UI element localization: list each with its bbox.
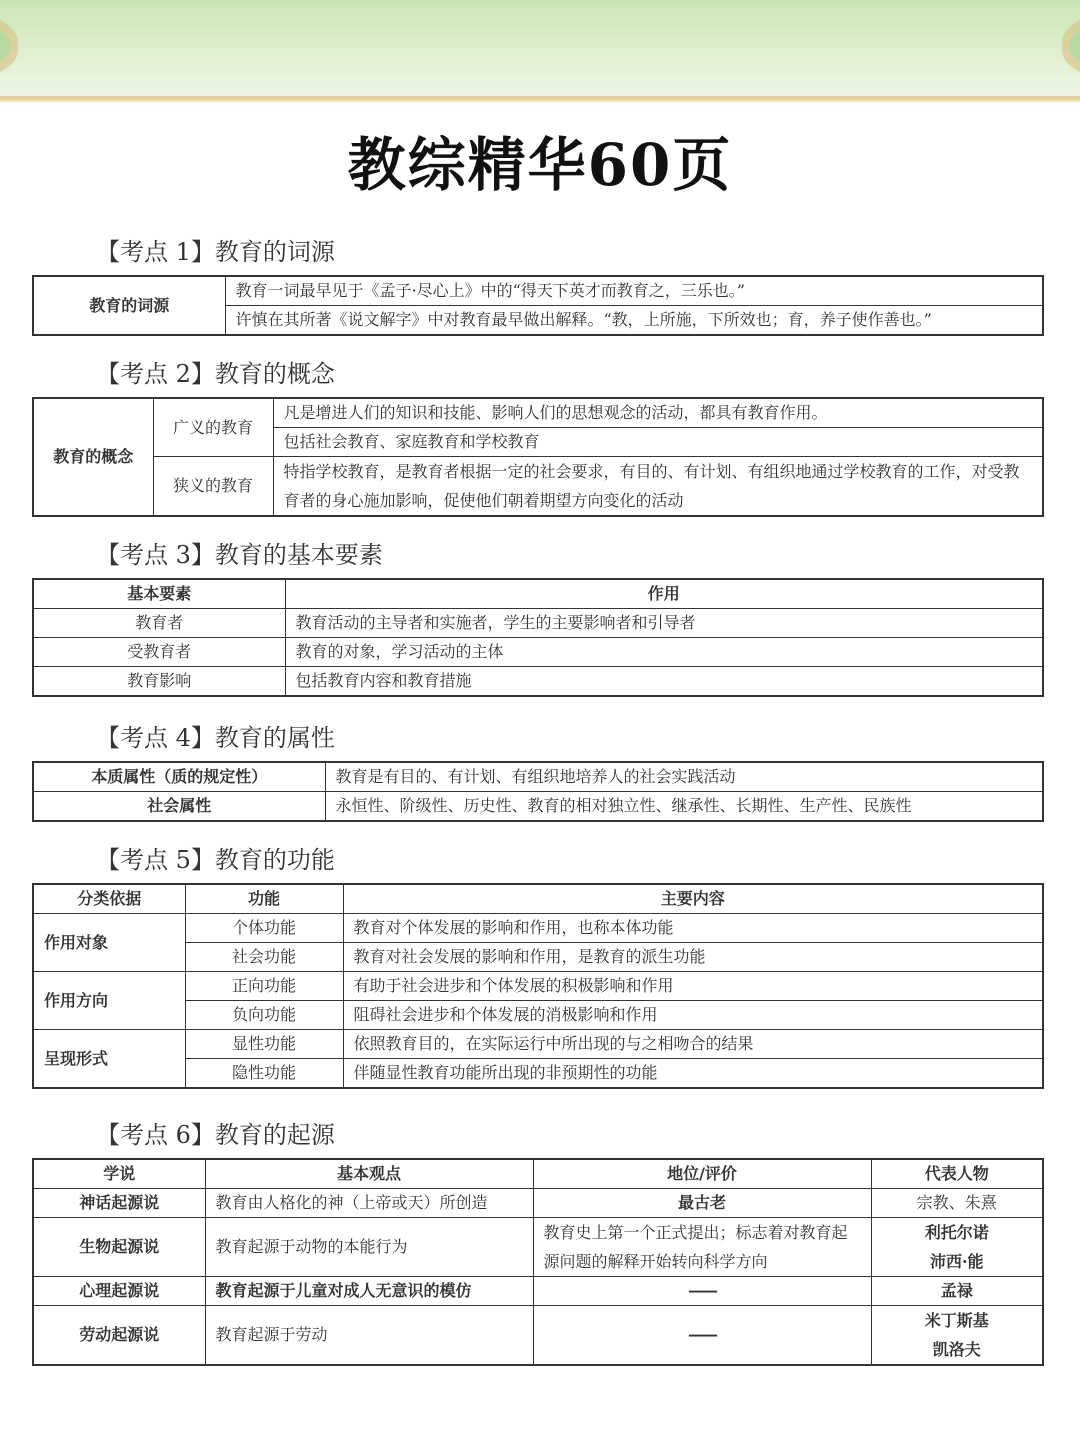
table-cell: 孟禄: [871, 1277, 1043, 1306]
table-cell: 生物起源说: [33, 1218, 205, 1277]
row-sublabel: 广义的教育: [153, 398, 273, 457]
table-cell: [871, 1218, 1043, 1277]
table-cell: 教育由人格化的神（上帝或天）所创造: [205, 1189, 533, 1218]
table-cell: 教育对社会发展的影响和作用，是教育的派生功能: [343, 943, 1043, 972]
table-cell: 包括社会教育、家庭教育和学校教育: [273, 428, 1043, 457]
concept-table: [32, 397, 1044, 517]
group-label: 作用方向: [33, 972, 185, 1030]
row-label: 教育的词源: [33, 276, 225, 335]
table-cell: 教育史上第一个正式提出；标志着对教育起源问题的解释开始转向科学方向: [533, 1218, 871, 1277]
origins-table: [32, 1158, 1044, 1366]
page-title: 教综精华60页: [347, 131, 733, 199]
column-header: 分类依据: [33, 884, 185, 914]
table-cell: 隐性功能: [185, 1059, 343, 1089]
table-cell: 教育活动的主导者和实施者，学生的主要影响者和引导者: [285, 609, 1043, 638]
table-cell: 教育一词最早见于《孟子·尽心上》中的“得天下英才而教育之，三乐也。”: [225, 276, 1043, 306]
table-cell: 许慎在其所著《说文解字》中对教育最早做出解释。“教，上所施，下所效也；育，养子使作善也。”: [225, 306, 1043, 336]
table-cell: 神话起源说: [33, 1189, 205, 1218]
corner-ornament-icon: [1020, 0, 1080, 92]
column-header: 学说: [33, 1159, 205, 1189]
table-cell: 劳动起源说: [33, 1306, 205, 1366]
table-cell: 特指学校教育，是教育者根据一定的社会要求，有目的、有计划、有组织地通过学校教育的工作，对受教育者的身心施加影响，促使他们朝着期望方向变化的活动: [273, 457, 1043, 517]
column-header: 基本要素: [33, 579, 285, 609]
column-header: 基本观点: [205, 1159, 533, 1189]
corner-ornament-icon: [0, 0, 60, 92]
section-heading-4: 【考点 4】教育的属性: [96, 724, 335, 752]
table-cell: 教育对个体发展的影响和作用，也称本体功能: [343, 914, 1043, 943]
column-header: 地位/评价: [533, 1159, 871, 1189]
table-cell: 正向功能: [185, 972, 343, 1001]
table-cell: 教育者: [33, 609, 285, 638]
table-cell: ——: [533, 1277, 871, 1306]
table-cell: 凡是增进人们的知识和技能、影响人们的思想观念的活动，都具有教育作用。: [273, 398, 1043, 428]
table-cell: 受教育者: [33, 638, 285, 667]
person-name: 凯洛夫: [932, 1340, 981, 1359]
section-heading-1: 【考点 1】教育的词源: [96, 238, 335, 266]
section-heading-3: 【考点 3】教育的基本要素: [96, 541, 383, 569]
section-heading-5: 【考点 5】教育的功能: [96, 846, 335, 874]
person-name: 沛西·能: [929, 1252, 984, 1271]
table-cell: 依照教育目的，在实际运行中所出现的与之相吻合的结果: [343, 1030, 1043, 1059]
table-cell: [871, 1306, 1043, 1366]
table-cell: 伴随显性教育功能所出现的非预期性的功能: [343, 1059, 1043, 1089]
table-cell: 显性功能: [185, 1030, 343, 1059]
table-cell: 教育的对象，学习活动的主体: [285, 638, 1043, 667]
column-header: 主要内容: [343, 884, 1043, 914]
group-label: 呈现形式: [33, 1030, 185, 1089]
column-header: 功能: [185, 884, 343, 914]
table-cell: 社会功能: [185, 943, 343, 972]
person-name: 米丁斯基: [924, 1311, 989, 1330]
table-cell: 本质属性（质的规定性）: [33, 762, 325, 792]
table-cell: 教育影响: [33, 667, 285, 697]
column-header: 代表人物: [871, 1159, 1043, 1189]
table-cell: 社会属性: [33, 792, 325, 822]
column-header: 作用: [285, 579, 1043, 609]
table-cell: 心理起源说: [33, 1277, 205, 1306]
table-cell: 包括教育内容和教育措施: [285, 667, 1043, 697]
attributes-table: [32, 761, 1044, 822]
table-cell: 负向功能: [185, 1001, 343, 1030]
section-heading-2: 【考点 2】教育的概念: [96, 360, 335, 388]
table-cell: 教育起源于动物的本能行为: [205, 1218, 533, 1277]
section-heading-6: 【考点 6】教育的起源: [96, 1121, 335, 1149]
table-cell: 教育是有目的、有计划、有组织地培养人的社会实践活动: [325, 762, 1043, 792]
table-cell: 有助于社会进步和个体发展的积极影响和作用: [343, 972, 1043, 1001]
table-cell: 最古老: [533, 1189, 871, 1218]
table-cell: 永恒性、阶级性、历史性、教育的相对独立性、继承性、长期性、生产性、民族性: [325, 792, 1043, 822]
table-cell: 阻碍社会进步和个体发展的消极影响和作用: [343, 1001, 1043, 1030]
table-cell: 教育起源于儿童对成人无意识的模仿: [205, 1277, 533, 1306]
functions-table: [32, 883, 1044, 1089]
group-label: 作用对象: [33, 914, 185, 972]
table-cell: 宗教、朱熹: [871, 1189, 1043, 1218]
table-cell: ——: [533, 1306, 871, 1366]
row-sublabel: 狭义的教育: [153, 457, 273, 517]
header-banner: [0, 0, 1080, 100]
table-cell: 个体功能: [185, 914, 343, 943]
row-label: 教育的概念: [33, 398, 153, 516]
elements-table: [32, 578, 1044, 697]
etymology-table: [32, 275, 1044, 336]
person-name: 利托尔诺: [924, 1223, 989, 1242]
table-cell: 教育起源于劳动: [205, 1306, 533, 1366]
